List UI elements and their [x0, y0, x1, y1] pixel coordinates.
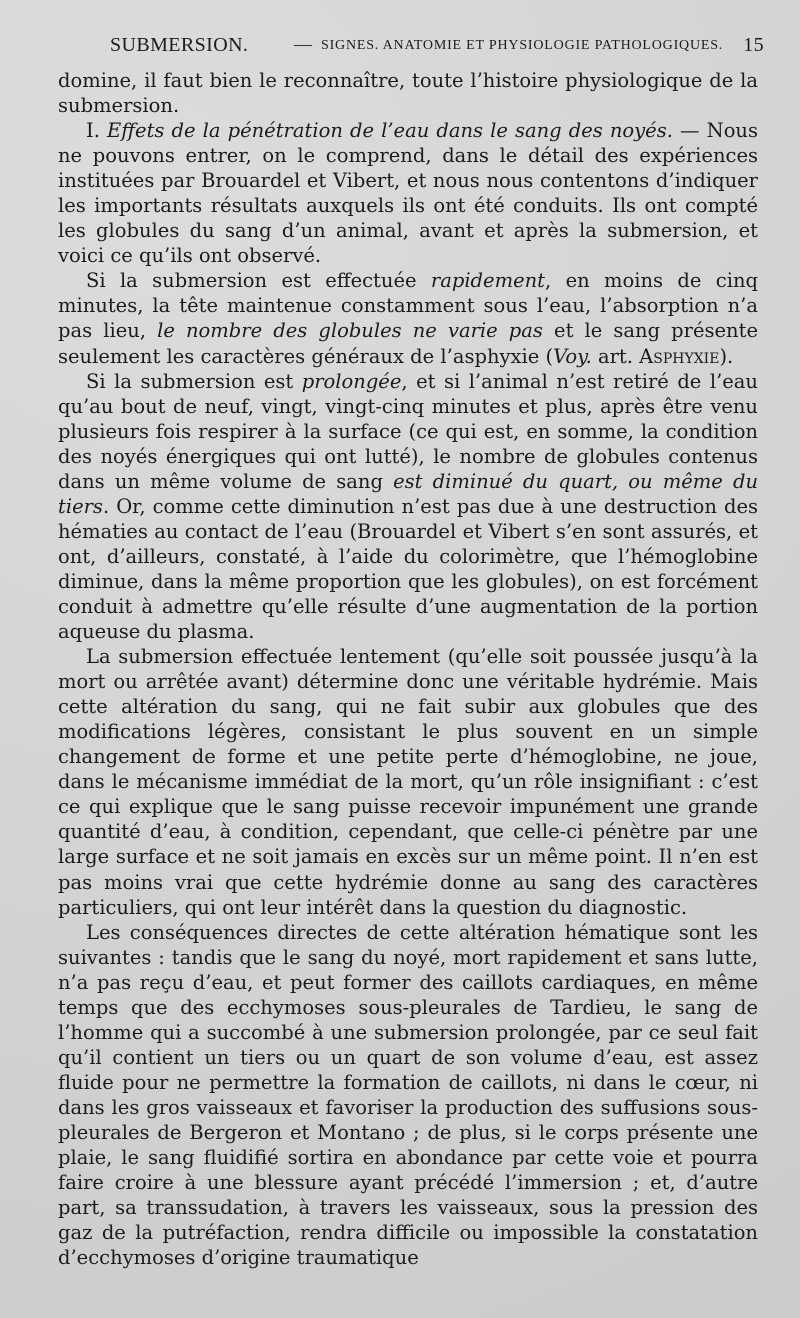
running-header: [58, 30, 764, 58]
paragraph-prolonged-submersion: Si la submersion est prolongée, et si l’animal n’est retiré de l’eau qu’au bout de neuf, vingt, vingt-cinq minutes et plus, après être venu plusieurs fois respirer à la surface (ce qui est, en somme, la condition des noyés énergiques qui ont lutté), le nombre de globules contenus dans un même volume de sang est diminué du quart, ou même du tiers. Or, comme cette diminution n’est pas due à une destruction des hématies au contact de l’eau (Brouardel et Vibert s’en sont assurés, et ont, d’ailleurs, constaté, à l’aide du colorimètre, que l’hémoglobine diminue, dans la même proportion que les globules), on est forcément conduit à admettre qu’elle résulte d’une augmentation de la portion aqueuse du plasma.: [58, 369, 758, 644]
prolonged-emphasis: prolongée: [301, 369, 402, 393]
rapid-emphasis: rapidement: [430, 269, 546, 293]
page-number: 15: [743, 34, 764, 56]
paragraph-rapid-submersion: Si la submersion est effectuée rapidement, en moins de cinq minutes, la tête maintenue constamment sous l’eau, l’absorption n’a pas lieu, le nombre des globules ne varie pas et le sang présente seulement les caractères généraux de l’asphyxie (Voy. art. Asphyxie).: [58, 269, 758, 368]
asphyxie-reference: Asphyxie: [639, 344, 720, 368]
section-title: Effets de la pénétration de l’eau dans le sang des noyés.: [107, 119, 673, 143]
header-dash: —: [294, 34, 313, 54]
faint-footer: [130, 1278, 760, 1296]
body-text: [58, 68, 758, 1270]
paragraph-consequences: Les conséquences directes de cette altération hématique sont les suivantes : tandis que le sang du noyé, mort rapidement et sans lutte, n’a pas reçu d’eau, et peut former des caillots cardiaques, en même temps que des ecchymoses sous-pleurales de Tardieu, le sang de l’homme qui a succombé à une submersion prolongée, par ce seul fait qu’il contient un tiers ou un quart de son volume d’eau, est assez fluide pour ne permettre la formation de caillots, ni dans le cœur, ni dans les gros vaisseaux et favoriser la production des suffusions sous-pleurales de Bergeron et Montano ; de plus, si le corps présente une plaie, le sang fluidifié sortira en abondance par cette voie et pourra faire croire à une blessure ayant précédé l’immersion ; et, d’autre part, sa transsudation, à travers les vaisseaux, sous la pression des gaz de la putréfaction, rendra difficile ou impossible la constatation d’ecchymoses d’origine traumatique: [58, 920, 758, 1270]
header-subtitle: SIGNES. ANATOMIE ET PHYSIOLOGIE PATHOLOGIQUES.: [321, 38, 724, 53]
section-text: — Nous ne pouvons entrer, on le comprend, dans le détail des expériences instituées par Brouardel et Vibert, et nous nous contentons d’indiquer les importants résultats auxquels ils ont été conduits. Ils ont compté les globules du sang d’un animal, avant et après la submersion, et voici ce qu’ils ont observé.: [58, 119, 758, 268]
section-number: I.: [86, 119, 107, 143]
diminution-emphasis: est diminué du quart, ou même du tiers: [58, 469, 758, 518]
paragraph-intro: domine, il faut bien le reconnaître, toute l’histoire physiologique de la submersion.: [58, 69, 758, 118]
header-title: SUBMERSION.: [110, 34, 249, 56]
voy-abbrev: Voy.: [553, 344, 592, 368]
globules-emphasis: le nombre des globules ne varie pas: [157, 319, 543, 343]
paragraph-section-i: [58, 118, 758, 268]
paragraph-hydremia: La submersion effectuée lentement (qu’elle soit poussée jusqu’à la mort ou arrêtée avant) détermine donc une véritable hydrémie. Mais cette altération du sang, qui ne fait subir aux globules que des modifications légères, consistant le plus souvent en un simple changement de forme et une petite perte d’hémoglobine, ne joue, dans le mécanisme immédiat de la mort, qu’un rôle insignifiant : c’est ce qui explique que le sang puisse recevoir impunément une grande quantité d’eau, à condition, cependant, que celle-ci pénètre par une large surface et ne soit jamais en excès sur un même point. Il n’en est pas moins vrai que cette hydrémie donne au sang des caractères particuliers, qui ont leur intérêt dans la question du diagnostic.: [58, 645, 758, 919]
